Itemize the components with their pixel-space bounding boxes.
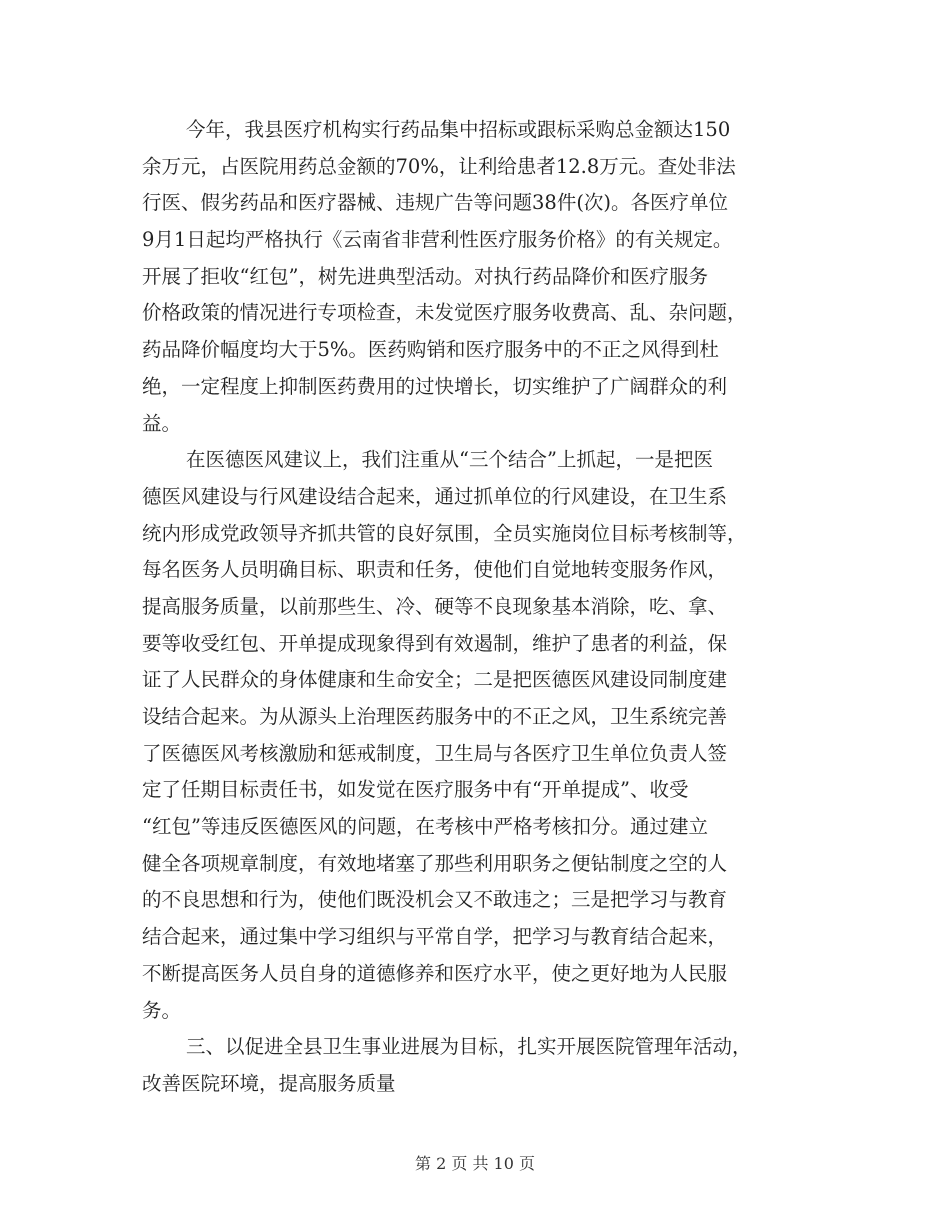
paragraph-2-line-5: 提高服务质量，以前那些生、冷、硬等不良现象基本消除，吃、拿、 — [142, 594, 728, 618]
paragraph-2-line-1: 在医德医风建议上，我们注重从“三个结合”上抓起，一是把医 — [186, 448, 713, 472]
paragraph-2-line-11: “红包”等违反医德医风的问题，在考核中严格考核扣分。通过建立 — [142, 815, 708, 839]
paragraph-1-line-3: 行医、假劣药品和医疗器械、违规广告等问题38件(次)。各医疗单位 — [142, 191, 729, 215]
paragraph-1-line-1: 今年，我县医疗机构实行药品集中招标或跟标采购总金额达150 — [186, 118, 731, 141]
section-heading-line-1: 三、以促进全县卫生事业进展为目标，扎实开展医院管理年活动， — [186, 1035, 752, 1059]
paragraph-1-line-8: 绝，一定程度上抑制医药费用的过快增长，切实维护了广阔群众的利 — [142, 374, 728, 398]
paragraph-2-line-3: 统内形成党政领导齐抓共管的良好氛围，全员实施岗位目标考核制等， — [142, 521, 747, 545]
paragraph-2-line-8: 设结合起来。为从源头上治理医药服务中的不正之风，卫生系统完善 — [142, 705, 728, 728]
page-number-footer: 第 2 页 共 10 页 — [415, 1154, 535, 1173]
paragraph-2-line-13: 的不良思想和行为，使他们既没机会又不敢违之；三是把学习与教育 — [142, 888, 728, 912]
paragraph-1-line-7: 药品降价幅度均大于5%。医药购销和医疗服务中的不正之风得到杜 — [142, 338, 719, 362]
paragraph-2-line-14: 结合起来，通过集中学习组织与平常自学，把学习与教育结合起来， — [142, 925, 728, 949]
paragraph-1-line-6: 价格政策的情况进行专项检查，未发觉医疗服务收费高、乱、杂问题， — [142, 301, 747, 325]
paragraph-2-line-16: 务。 — [142, 998, 182, 1022]
paragraph-1-line-4: 9月1日起均严格执行《云南省非营利性医疗服务价格》的有关规定。 — [142, 228, 733, 252]
paragraph-1-line-9: 益。 — [142, 411, 182, 435]
paragraph-2-line-6: 要等收受红包、开单提成现象得到有效遏制，维护了患者的利益，保 — [142, 631, 728, 655]
paragraph-2-line-2: 德医风建设与行风建设结合起来，通过抓单位的行风建设，在卫生系 — [142, 484, 728, 508]
paragraph-2-line-7: 证了人民群众的身体健康和生命安全；二是把医德医风建设同制度建 — [142, 668, 728, 692]
paragraph-1-line-2: 余万元，占医院用药总金额的70%，让利给患者12.8万元。查处非法 — [142, 154, 736, 178]
paragraph-2-line-12: 健全各项规章制度，有效地堵塞了那些利用职务之便钻制度之空的人 — [142, 851, 728, 875]
section-heading-line-2: 改善医院环境，提高服务质量 — [142, 1071, 396, 1095]
paragraph-2-line-4: 每名医务人员明确目标、职责和任务，使他们自觉地转变服务作风， — [142, 558, 728, 582]
document-body — [142, 112, 806, 1103]
paragraph-2-line-15: 不断提高医务人员自身的道德修养和医疗水平，使之更好地为人民服 — [142, 961, 728, 985]
paragraph-1-line-5: 开展了拒收“红包”，树先进典型活动。对执行药品降价和医疗服务 — [142, 264, 708, 288]
paragraph-2-line-10: 定了任期目标责任书，如发觉在医疗服务中有“开单提成”、收受 — [142, 778, 689, 802]
paragraph-2-line-9: 了医德医风考核激励和惩戒制度，卫生局与各医疗卫生单位负责人签 — [142, 741, 728, 765]
